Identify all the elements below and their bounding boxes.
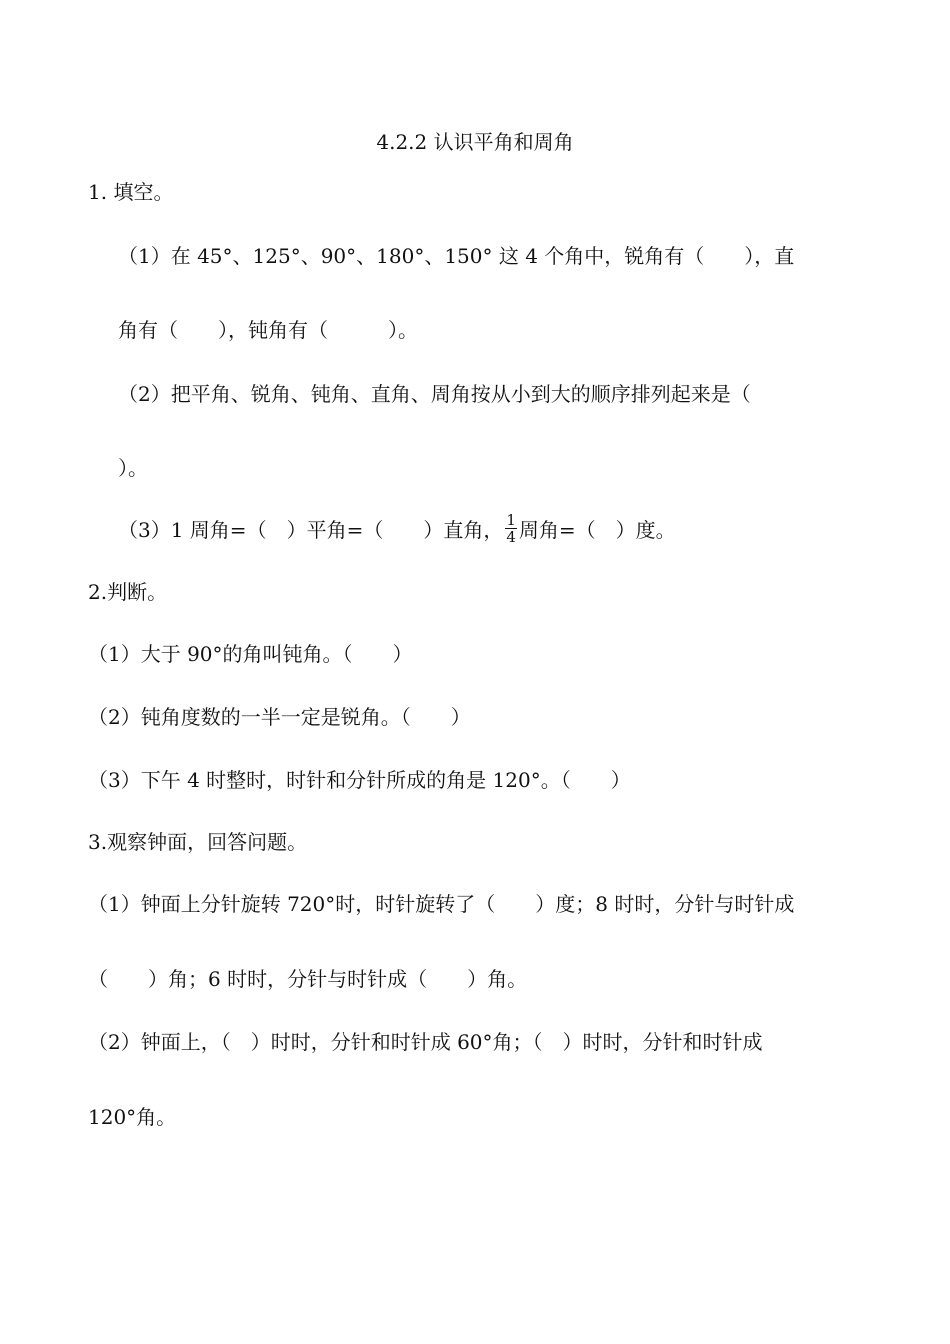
section-1-question-1-line-2: 角有（ ），钝角有（ ）。: [118, 318, 418, 342]
quarter-fraction: [505, 512, 517, 545]
section-2-question-1: （1）大于 90°的角叫钝角。（ ）: [88, 642, 413, 666]
section-3-question-2-line-2: 120°角。: [88, 1105, 177, 1129]
section-3-question-1-line-2: （ ）角；6 时时，分针与时针成（ ）角。: [88, 967, 528, 991]
page-title: 4.2.2 认识平角和周角: [376, 130, 574, 154]
section-2-heading: 2.判断。: [88, 580, 168, 604]
section-2-question-2: （2）钝角度数的一半一定是锐角。（ ）: [88, 705, 471, 729]
section-1-question-2-line-1: （2）把平角、锐角、钝角、直角、周角按从小到大的顺序排列起来是（: [118, 382, 751, 406]
section-1-question-3-part-2: 周角=（ ）度。: [518, 518, 676, 542]
section-3-question-2-line-1: （2）钟面上，（ ）时时，分针和时针成 60°角；（ ）时时，分针和时针成: [88, 1030, 763, 1054]
section-2-question-3: （3）下午 4 时整时，时针和分针所成的角是 120°。（ ）: [88, 768, 631, 792]
section-3-heading: 3.观察钟面，回答问题。: [88, 830, 308, 854]
section-3-question-1-line-1: （1）钟面上分针旋转 720°时，时针旋转了（ ）度；8 时时，分针与时针成: [88, 892, 795, 916]
section-1-question-1-line-1: （1）在 45°、125°、90°、180°、150° 这 4 个角中，锐角有（ ），直: [118, 244, 795, 268]
fraction-numerator: 1: [506, 511, 516, 529]
section-1-question-3: [118, 511, 676, 548]
section-1-question-2-line-2: ）。: [118, 456, 148, 480]
section-1-question-3-part-1: （3）1 周角=（ ）平角=（ ）直角，: [118, 518, 504, 542]
section-1-heading: 1. 填空。: [88, 180, 174, 204]
fraction-denominator: 4: [506, 528, 516, 546]
